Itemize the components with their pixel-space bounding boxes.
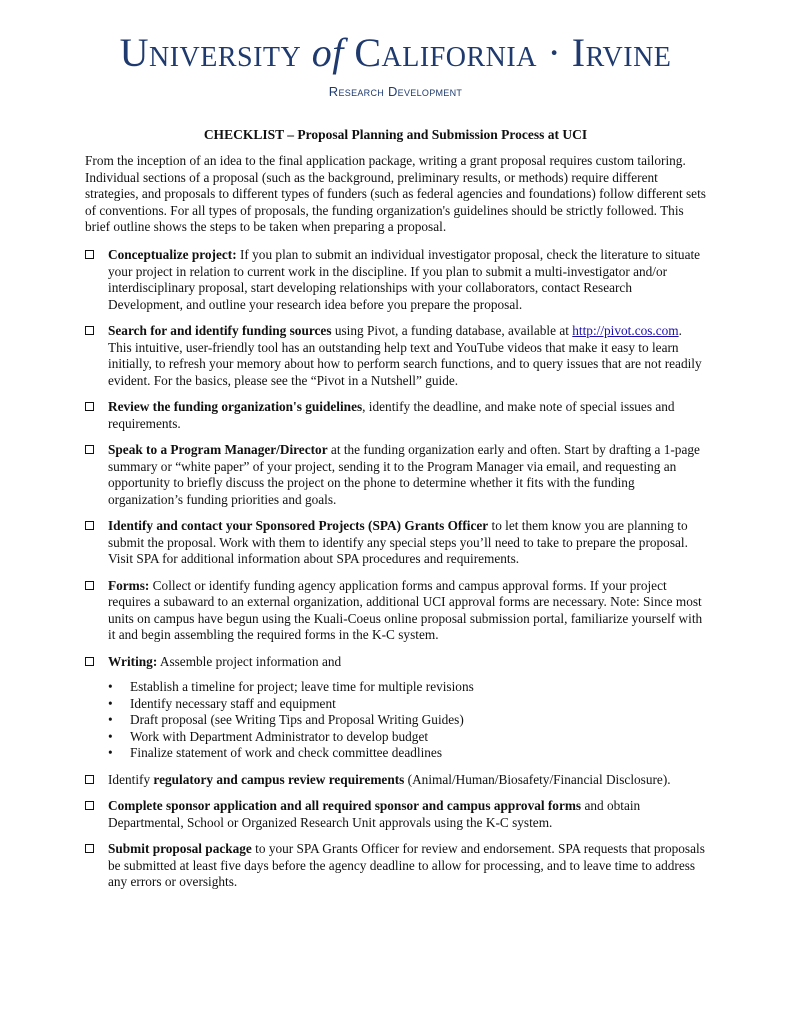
of-word: of [311, 30, 344, 75]
item-heading: Speak to a Program Manager/Director [108, 442, 328, 457]
checkbox-icon[interactable] [85, 581, 94, 590]
item-heading: Complete sponsor application and all required sponsor and campus approval forms [108, 798, 582, 813]
checklist-item-guidelines [85, 399, 707, 432]
uni-cap: U [119, 30, 149, 75]
checkbox-icon[interactable] [85, 844, 94, 853]
checkbox-icon[interactable] [85, 657, 94, 666]
checkbox-icon[interactable] [85, 326, 94, 335]
document-title: CHECKLIST – Proposal Planning and Submission Process at UCI [203, 127, 588, 142]
intro-paragraph: From the inception of an idea to the final application package, writing a grant proposal requires custom tailoring. Individual sections of a proposal (such as the background, preliminary results, or methods) require different strategies, and proposals to different types of funders (such as federal agencies and foundations) follow different sets of conventions. For all types of proposals, the funding organization's guidelines should be strictly followed. This brief outline shows the steps to be taken when preparing a proposal. [85, 153, 706, 234]
item-text: and obtain Departmental, School or Organized Research Unit approvals using the K-C system. [108, 798, 641, 830]
uni-rest: niversity [148, 30, 302, 75]
bullet-icon: • [108, 695, 113, 711]
item-heading: Conceptualize project: [108, 247, 237, 262]
list-item [108, 729, 707, 746]
checklist-item-complete-application [85, 798, 707, 831]
item-text: at the funding organization early and often. Start by drafting a 1-page summary or “white paper” of your project, sending it to the Program Manager via email, and requesting an opportunity to briefly discuss the project on the phone to determine whether it fits with the funding organization’s funding priorities and goals. [108, 442, 700, 507]
checklist-item-conceptualize [85, 247, 707, 313]
pivot-link[interactable]: http://pivot.cos.com [572, 323, 679, 338]
list-item [108, 679, 707, 696]
cal-cap: C [354, 30, 382, 75]
item-text: If you plan to submit an individual investigator proposal, check the literature to situate your project in relation to current work in the discipline. If you plan to submit a multi-investigator and/or interdisciplinary proposal, start developing relationships with your collaborators, contact Research Development, and outline your research idea before you prepare the proposal. [108, 247, 701, 312]
checklist-item-forms [85, 578, 707, 644]
item-text: using Pivot, a funding database, available at [331, 323, 573, 338]
bullet-icon: • [108, 745, 113, 760]
list-item [108, 745, 707, 762]
university-name [0, 30, 791, 76]
bullet-text: Finalize statement of work and check committee deadlines [130, 745, 442, 760]
item-heading: Search for and identify funding sources [108, 323, 332, 338]
checklist-item-program-manager [85, 442, 707, 508]
irv-cap: I [571, 30, 586, 75]
writing-bullet-list [85, 679, 707, 762]
bullet-text: Work with Department Administrator to develop budget [130, 728, 429, 744]
checkbox-icon[interactable] [85, 402, 94, 411]
bullet-text: Identify necessary staff and equipment [130, 695, 336, 711]
item-text: (Animal/Human/Biosafety/Financial Disclosure). [404, 771, 671, 787]
bullet-icon: • [108, 679, 113, 694]
checklist-item-spa-officer [85, 518, 707, 568]
item-heading: Review the funding organization's guidelines [108, 399, 363, 414]
checkbox-icon[interactable] [85, 521, 94, 530]
item-heading: regulatory and campus review requirements [153, 771, 405, 787]
checkbox-icon[interactable] [85, 801, 94, 810]
list-item [108, 712, 707, 729]
item-heading: Writing: [108, 653, 158, 669]
checklist-item-funding-sources [85, 323, 707, 389]
item-text: Identify [108, 771, 154, 787]
checklist-item-submit [85, 841, 707, 891]
checkbox-icon[interactable] [85, 775, 94, 784]
cal-rest: alifornia [381, 30, 537, 75]
item-text: . This intuitive, user-friendly tool has an outstanding help text and YouTube videos that make it easy to learn initially, to refresh your memory about how to perform search functions, and to query issues that are not readily evident. For the basics, please see the “Pivot in a Nutshell” guide. [108, 323, 702, 388]
item-heading: Submit proposal package [108, 841, 252, 856]
checkbox-icon[interactable] [85, 445, 94, 454]
list-item [108, 696, 707, 713]
separator-dot: · [547, 30, 562, 75]
bullet-icon: • [108, 712, 113, 727]
item-text: Assemble project information and [157, 653, 342, 669]
bullet-icon: • [108, 728, 113, 744]
checklist-item-regulatory [85, 772, 707, 789]
item-text: Collect or identify funding agency application forms and campus approval forms. If your project requires a subaward to an external organization, additional UCI approval forms are necessary. Note: Since most units on campus have begun using the Kuali-Coeus online proposal submission portal, familiarize yourself with it and begin assembling the required forms in the K-C system. [108, 577, 703, 642]
checkbox-icon[interactable] [85, 250, 94, 259]
item-text: , identify the deadline, and make note of special issues and requirements. [108, 399, 675, 431]
checklist-item-writing [85, 654, 707, 762]
department-subtitle: Research Development [328, 84, 463, 99]
irv-rest: rvine [585, 30, 672, 75]
bullet-text: Draft proposal (see Writing Tips and Proposal Writing Guides) [130, 712, 464, 727]
bullet-text: Establish a timeline for project; leave time for multiple revisions [130, 679, 474, 694]
checklist [85, 247, 707, 901]
item-text: to let them know you are planning to submit the proposal. Work with them to identify any special steps you’ll need to take to prepare the proposal. Visit SPA for additional information about SPA procedures and requirements. [108, 518, 688, 566]
item-text: to your SPA Grants Officer for review and endorsement. SPA requests that proposals be submitted at least five days before the agency deadline to allow for processing, and to leave time to address any errors or oversights. [108, 841, 705, 889]
item-heading: Forms: [108, 577, 150, 593]
masthead [0, 30, 791, 99]
item-heading: Identify and contact your Sponsored Projects (SPA) Grants Officer [108, 518, 489, 533]
